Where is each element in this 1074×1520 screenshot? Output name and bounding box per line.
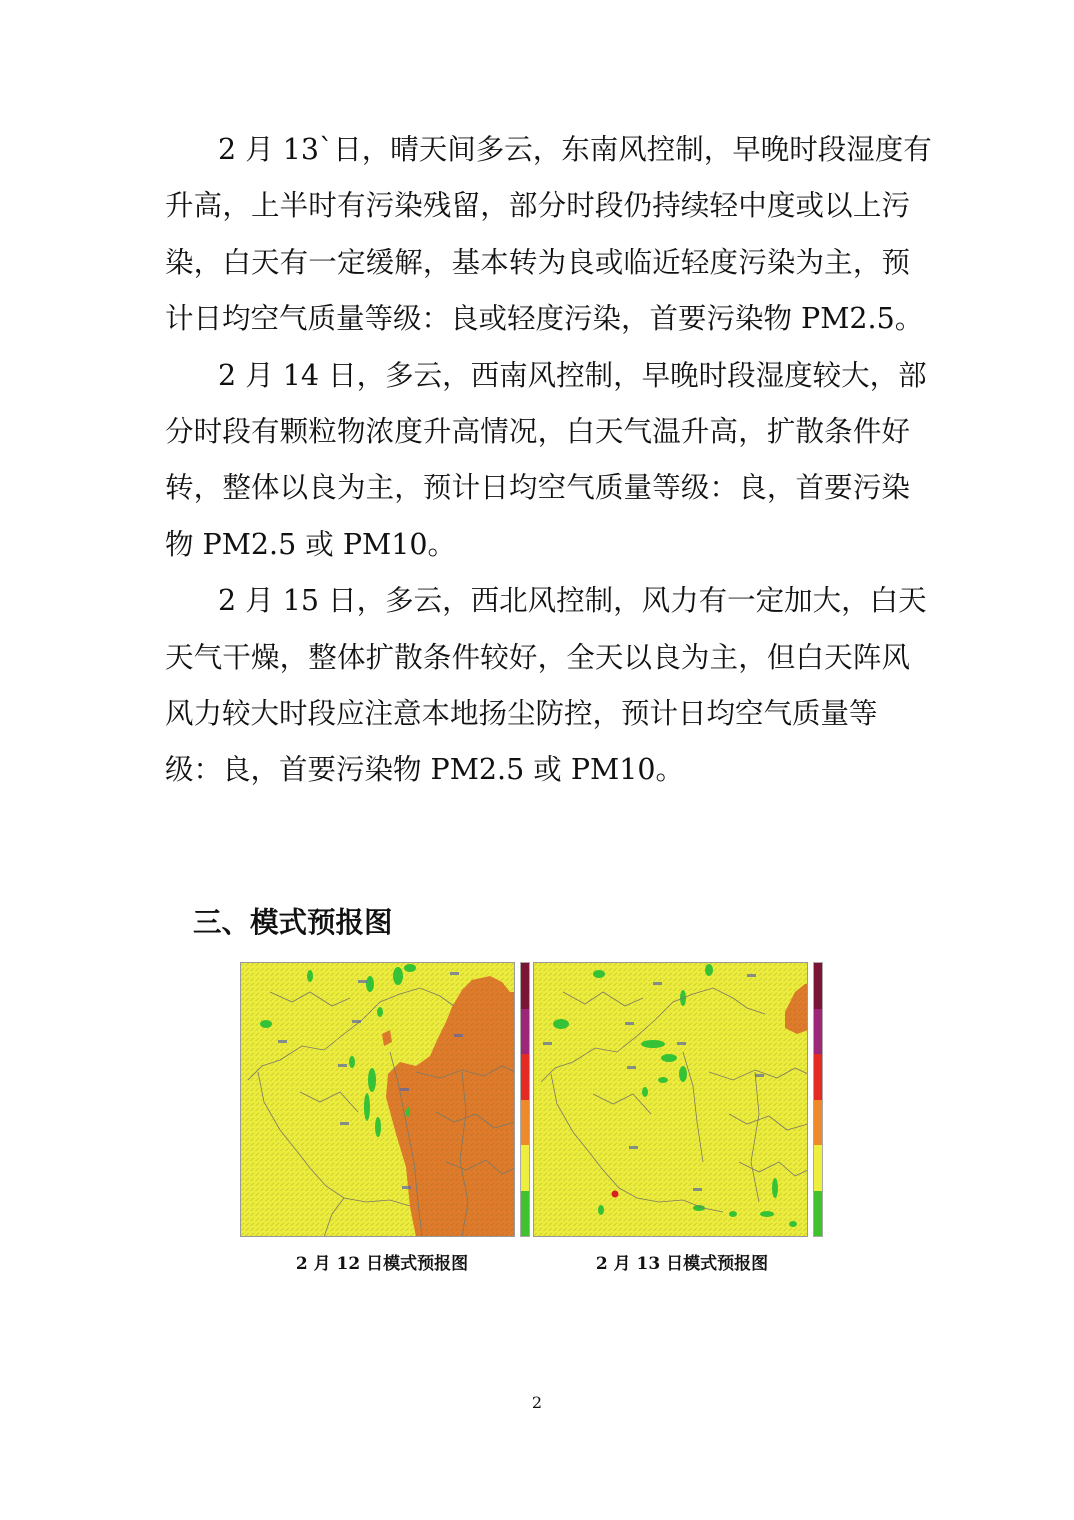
- forecast-map-feb12: [240, 962, 515, 1237]
- city-label-mark: [400, 1088, 409, 1091]
- green-patch: [729, 1211, 737, 1217]
- city-label-mark: [454, 1034, 463, 1037]
- city-label-mark: [278, 1040, 287, 1043]
- green-patch: [598, 1205, 604, 1215]
- paragraph-line: 分时段有颗粒物浓度升高情况，白天气温升高，扩散条件好: [165, 414, 910, 448]
- green-patch: [760, 1211, 774, 1217]
- wind-field-overlay: [533, 962, 808, 1237]
- green-patch: [679, 1066, 687, 1082]
- colorbar-segment: [814, 1009, 822, 1055]
- section-heading: 三、模式预报图: [193, 905, 393, 939]
- city-label-mark: [693, 1188, 702, 1191]
- green-patch: [375, 1117, 381, 1137]
- city-label-mark: [450, 972, 459, 975]
- page-number: 2: [531, 1393, 543, 1412]
- green-patch: [260, 1020, 272, 1028]
- colorbar-feb12: [520, 962, 530, 1237]
- colorbar-segment: [814, 1100, 822, 1146]
- green-patch: [641, 1040, 665, 1048]
- city-label-mark: [352, 1020, 361, 1023]
- forecast-map-feb13: [533, 962, 808, 1237]
- green-patch: [553, 1019, 569, 1029]
- city-label-mark: [653, 982, 662, 985]
- colorbar-segment: [521, 1145, 529, 1191]
- figure-caption-feb13: 2 月 13 日模式预报图: [595, 1254, 769, 1274]
- city-label-mark: [755, 1074, 764, 1077]
- colorbar-segment: [814, 1145, 822, 1191]
- colorbar-segment: [521, 963, 529, 1009]
- paragraph-line: 天气干燥，整体扩散条件较好，全天以良为主，但白天阵风: [165, 640, 910, 674]
- colorbar-feb13: [813, 962, 823, 1237]
- green-patch: [593, 970, 605, 978]
- colorbar-segment: [521, 1054, 529, 1100]
- colorbar-segment: [521, 1100, 529, 1146]
- green-patch: [772, 1178, 778, 1198]
- green-patch: [307, 970, 313, 982]
- green-patch: [377, 1007, 383, 1017]
- paragraph-line: 计日均空气质量等级：良或轻度污染，首要污染物 PM2.5。: [165, 302, 924, 336]
- colorbar-segment: [814, 963, 822, 1009]
- city-label-mark: [627, 1066, 636, 1069]
- paragraph-line: 2 月 14 日，多云，西南风控制，早晚时段湿度较大，部: [218, 358, 927, 392]
- paragraph-line: 升高，上半时有污染残留，部分时段仍持续轻中度或以上污: [165, 189, 910, 223]
- green-patch: [364, 1093, 370, 1121]
- forecast-map-svg: [533, 962, 808, 1237]
- paragraph-line: 风力较大时段应注意本地扬尘防控，预计日均空气质量等: [165, 696, 878, 730]
- colorbar-segment: [521, 1191, 529, 1237]
- city-label-mark: [625, 1022, 634, 1025]
- city-label-mark: [677, 1042, 686, 1045]
- green-patch: [658, 1077, 668, 1083]
- city-label-mark: [358, 980, 367, 983]
- paragraph-line: 转，整体以良为主，预计日均空气质量等级：良，首要污染: [165, 471, 910, 505]
- green-patch: [789, 1221, 797, 1227]
- city-label-mark: [402, 1186, 411, 1189]
- paragraph-line: 级：良，首要污染物 PM2.5 或 PM10。: [165, 753, 684, 787]
- red-pollution-spot: [612, 1191, 619, 1198]
- figure-caption-feb12: 2 月 12 日模式预报图: [295, 1254, 469, 1274]
- green-patch: [406, 1107, 410, 1117]
- green-patch: [642, 1087, 648, 1097]
- city-label-mark: [629, 1146, 638, 1149]
- body-text: [165, 122, 932, 799]
- wind-field-overlay: [240, 962, 515, 1237]
- green-patch: [349, 1056, 355, 1068]
- green-patch: [393, 967, 403, 985]
- colorbar-segment: [814, 1191, 822, 1237]
- paragraph-line: 染，白天有一定缓解，基本转为良或临近轻度污染为主，预: [165, 245, 910, 279]
- green-patch: [368, 1068, 376, 1092]
- city-label-mark: [338, 1064, 347, 1067]
- green-patch: [366, 976, 374, 992]
- paragraph-line: 物 PM2.5 或 PM10。: [165, 527, 456, 561]
- colorbar-segment: [521, 1009, 529, 1055]
- green-patch: [661, 1054, 677, 1062]
- paragraph-line: 2 月 13`日，晴天间多云，东南风控制，早晚时段湿度有: [218, 133, 932, 166]
- city-label-mark: [543, 1042, 552, 1045]
- green-patch: [404, 964, 416, 972]
- city-label-mark: [340, 1122, 349, 1125]
- green-patch: [705, 964, 713, 976]
- forecast-map-svg: [240, 962, 515, 1237]
- colorbar-segment: [814, 1054, 822, 1100]
- city-label-mark: [747, 974, 756, 977]
- paragraph-line: 2 月 15 日，多云，西北风控制，风力有一定加大，白天: [218, 584, 927, 618]
